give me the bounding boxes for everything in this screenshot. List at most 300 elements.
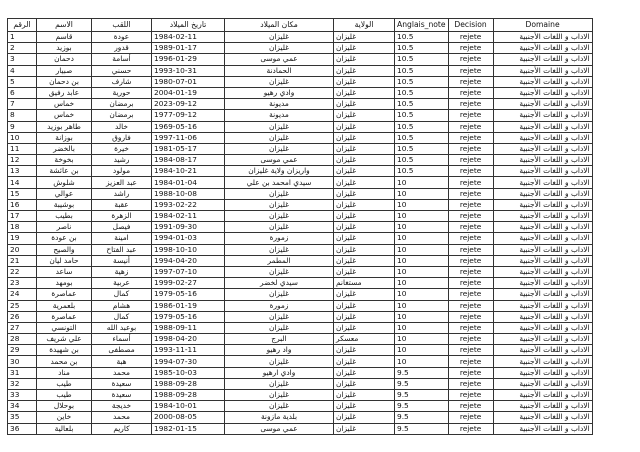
cell-anglais-note: 10.5 <box>395 65 449 76</box>
cell-first-name: كاريم <box>92 423 152 434</box>
cell-first-name: أسماء <box>92 334 152 345</box>
cell-decision: rejete <box>448 65 493 76</box>
cell-name: ناصر <box>37 222 92 233</box>
cell-birth-date: 1997-07-10 <box>152 266 225 277</box>
table-row <box>8 289 593 300</box>
cell-birth-date: 2004-01-19 <box>152 87 225 98</box>
cell-birth-date: 1996-01-29 <box>152 54 225 65</box>
cell-birth-date: 1988-10-08 <box>152 188 225 199</box>
table-row <box>8 143 593 154</box>
cell-name: عوالي <box>37 188 92 199</box>
cell-anglais-note: 10.5 <box>395 43 449 54</box>
cell-num: 21 <box>8 255 37 266</box>
cell-first-name: قدور <box>92 43 152 54</box>
cell-name: بطيب <box>37 211 92 222</box>
cell-num: 19 <box>8 233 37 244</box>
cell-birth-place: زمورة <box>225 233 334 244</box>
cell-anglais-note: 10 <box>395 177 449 188</box>
cell-first-name: خديجة <box>92 401 152 412</box>
cell-num: 23 <box>8 278 37 289</box>
header-anglais-note: Anglais_note <box>395 19 449 32</box>
cell-first-name: خيرة <box>92 143 152 154</box>
cell-num: 3 <box>8 54 37 65</box>
cell-anglais-note: 10.5 <box>395 32 449 43</box>
cell-domaine: الاداب و اللغات الأجنبية <box>493 255 592 266</box>
cell-anglais-note: 10.5 <box>395 166 449 177</box>
table-row <box>8 311 593 322</box>
header-birth-date: تاريخ الميلاد <box>152 19 225 32</box>
header-row <box>8 19 593 32</box>
cell-domaine: الاداب و اللغات الأجنبية <box>493 110 592 121</box>
cell-decision: rejete <box>448 143 493 154</box>
cell-name: عابد رفيق <box>37 87 92 98</box>
cell-birth-place: غليزان <box>225 211 334 222</box>
cell-birth-place: سيدي لخضر <box>225 278 334 289</box>
cell-wilaya: غليزان <box>334 266 395 277</box>
cell-birth-place: غليزان <box>225 76 334 87</box>
cell-anglais-note: 10 <box>395 311 449 322</box>
cell-name: علي شريف <box>37 334 92 345</box>
cell-name: شلوش <box>37 177 92 188</box>
cell-anglais-note: 10 <box>395 334 449 345</box>
cell-num: 15 <box>8 188 37 199</box>
cell-name: بن محمد <box>37 356 92 367</box>
cell-birth-date: 1994-07-30 <box>152 356 225 367</box>
cell-domaine: الاداب و اللغات الأجنبية <box>493 76 592 87</box>
cell-decision: rejete <box>448 32 493 43</box>
cell-num: 8 <box>8 110 37 121</box>
cell-name: بلعمرية <box>37 300 92 311</box>
cell-anglais-note: 10 <box>395 322 449 333</box>
cell-birth-place: غليزان <box>225 188 334 199</box>
table-row <box>8 199 593 210</box>
cell-decision: rejete <box>448 121 493 132</box>
cell-birth-date: 1980-07-01 <box>152 76 225 87</box>
cell-first-name: كمال <box>92 289 152 300</box>
cell-birth-date: 1984-02-11 <box>152 32 225 43</box>
cell-wilaya: غليزان <box>334 289 395 300</box>
cell-anglais-note: 9.5 <box>395 390 449 401</box>
cell-domaine: الاداب و اللغات الأجنبية <box>493 166 592 177</box>
cell-domaine: الاداب و اللغات الأجنبية <box>493 334 592 345</box>
cell-decision: rejete <box>448 155 493 166</box>
cell-name: صبيار <box>37 65 92 76</box>
cell-num: 1 <box>8 32 37 43</box>
cell-decision: rejete <box>448 199 493 210</box>
cell-decision: rejete <box>448 166 493 177</box>
cell-num: 6 <box>8 87 37 98</box>
cell-birth-place: غليزان <box>225 266 334 277</box>
cell-birth-place: غليزان <box>225 356 334 367</box>
cell-num: 25 <box>8 300 37 311</box>
cell-decision: rejete <box>448 177 493 188</box>
cell-num: 28 <box>8 334 37 345</box>
cell-num: 34 <box>8 401 37 412</box>
cell-birth-date: 1989-01-17 <box>152 43 225 54</box>
cell-first-name: فيصل <box>92 222 152 233</box>
cell-domaine: الاداب و اللغات الأجنبية <box>493 278 592 289</box>
cell-wilaya: غليزان <box>334 32 395 43</box>
cell-name: بالخضر <box>37 143 92 154</box>
cell-decision: rejete <box>448 54 493 65</box>
cell-wilaya: غليزان <box>334 76 395 87</box>
cell-domaine: الاداب و اللغات الأجنبية <box>493 222 592 233</box>
cell-name: ساعد <box>37 266 92 277</box>
cell-anglais-note: 10.5 <box>395 99 449 110</box>
cell-birth-place: البرج <box>225 334 334 345</box>
cell-name: طاهر بوزيد <box>37 121 92 132</box>
cell-birth-place: غليزان <box>225 43 334 54</box>
cell-anglais-note: 10 <box>395 345 449 356</box>
cell-name: بوحلال <box>37 401 92 412</box>
cell-anglais-note: 10.5 <box>395 76 449 87</box>
cell-name: بن شهيدة <box>37 345 92 356</box>
cell-first-name: سعيدة <box>92 390 152 401</box>
cell-domaine: الاداب و اللغات الأجنبية <box>493 99 592 110</box>
cell-num: 30 <box>8 356 37 367</box>
cell-domaine: الاداب و اللغات الأجنبية <box>493 378 592 389</box>
cell-domaine: الاداب و اللغات الأجنبية <box>493 311 592 322</box>
cell-domaine: الاداب و اللغات الأجنبية <box>493 233 592 244</box>
cell-wilaya: غليزان <box>334 65 395 76</box>
table-row <box>8 401 593 412</box>
cell-birth-date: 1993-11-11 <box>152 345 225 356</box>
cell-domaine: الاداب و اللغات الأجنبية <box>493 390 592 401</box>
cell-first-name: هبة <box>92 356 152 367</box>
cell-domaine: الاداب و اللغات الأجنبية <box>493 322 592 333</box>
cell-first-name: عربية <box>92 278 152 289</box>
cell-name: بن عودة <box>37 233 92 244</box>
cell-anglais-note: 10 <box>395 244 449 255</box>
cell-name: بوشيبة <box>37 199 92 210</box>
cell-num: 11 <box>8 143 37 154</box>
cell-first-name: أنيسة <box>92 255 152 266</box>
table-row <box>8 43 593 54</box>
cell-first-name: مصطفى <box>92 345 152 356</box>
cell-anglais-note: 10 <box>395 278 449 289</box>
cell-birth-date: 1981-05-17 <box>152 143 225 154</box>
cell-num: 20 <box>8 244 37 255</box>
cell-name: طيب <box>37 378 92 389</box>
cell-first-name: شارف <box>92 76 152 87</box>
cell-wilaya: غليزان <box>334 54 395 65</box>
cell-num: 22 <box>8 266 37 277</box>
cell-name: بوزانة <box>37 132 92 143</box>
cell-birth-date: 1993-10-31 <box>152 65 225 76</box>
cell-birth-place: زمورة <box>225 300 334 311</box>
cell-birth-place: المطمر <box>225 255 334 266</box>
cell-wilaya: غليزان <box>334 311 395 322</box>
cell-anglais-note: 10.5 <box>395 132 449 143</box>
table-row <box>8 54 593 65</box>
cell-domaine: الاداب و اللغات الأجنبية <box>493 423 592 434</box>
table-row <box>8 278 593 289</box>
cell-anglais-note: 10.5 <box>395 143 449 154</box>
cell-anglais-note: 9.5 <box>395 423 449 434</box>
cell-domaine: الاداب و اللغات الأجنبية <box>493 211 592 222</box>
cell-first-name: فاروق <box>92 132 152 143</box>
cell-wilaya: غليزان <box>334 211 395 222</box>
cell-name: بن دحمان <box>37 76 92 87</box>
cell-first-name: محمد <box>92 367 152 378</box>
cell-name: بوزيد <box>37 43 92 54</box>
header-domaine: Domaine <box>493 19 592 32</box>
cell-first-name: محمد <box>92 412 152 423</box>
cell-num: 27 <box>8 322 37 333</box>
cell-decision: rejete <box>448 401 493 412</box>
cell-wilaya: غليزان <box>334 87 395 98</box>
header-decision: Decision <box>448 19 493 32</box>
cell-birth-date: 1988-09-11 <box>152 322 225 333</box>
cell-num: 10 <box>8 132 37 143</box>
cell-wilaya: غليزان <box>334 255 395 266</box>
cell-anglais-note: 10.5 <box>395 110 449 121</box>
cell-first-name: رشيد <box>92 155 152 166</box>
cell-birth-place: غليزان <box>225 222 334 233</box>
cell-num: 26 <box>8 311 37 322</box>
cell-name: بومهد <box>37 278 92 289</box>
cell-birth-date: 1982-01-15 <box>152 423 225 434</box>
table-row <box>8 367 593 378</box>
cell-birth-place: وادي رهيو <box>225 87 334 98</box>
cell-domaine: الاداب و اللغات الأجنبية <box>493 244 592 255</box>
cell-wilaya: مستغانم <box>334 278 395 289</box>
cell-domaine: الاداب و اللغات الأجنبية <box>493 199 592 210</box>
table-row <box>8 423 593 434</box>
results-table <box>7 18 593 435</box>
cell-wilaya: غليزان <box>334 110 395 121</box>
cell-decision: rejete <box>448 278 493 289</box>
cell-birth-place: عمي موسى <box>225 155 334 166</box>
cell-birth-place: بلدية مازونة <box>225 412 334 423</box>
cell-wilaya: غليزان <box>334 423 395 434</box>
cell-birth-date: 1991-09-30 <box>152 222 225 233</box>
cell-birth-date: 1984-01-04 <box>152 177 225 188</box>
cell-first-name: راشد <box>92 188 152 199</box>
cell-domaine: الاداب و اللغات الأجنبية <box>493 412 592 423</box>
cell-birth-place: سيدي امحمد بن علي <box>225 177 334 188</box>
cell-decision: rejete <box>448 266 493 277</box>
table-row <box>8 177 593 188</box>
cell-birth-date: 1979-05-16 <box>152 289 225 300</box>
header-birth-place: مكان الميلاد <box>225 19 334 32</box>
table-row <box>8 255 593 266</box>
cell-first-name: حسني <box>92 65 152 76</box>
header-wilaya: الولاية <box>334 19 395 32</box>
cell-birth-place: واد رهيو <box>225 345 334 356</box>
cell-domaine: الاداب و اللغات الأجنبية <box>493 43 592 54</box>
cell-birth-place: غليزان <box>225 121 334 132</box>
cell-birth-date: 1986-01-19 <box>152 300 225 311</box>
cell-decision: rejete <box>448 76 493 87</box>
cell-birth-date: 1988-09-28 <box>152 390 225 401</box>
cell-domaine: الاداب و اللغات الأجنبية <box>493 289 592 300</box>
cell-num: 35 <box>8 412 37 423</box>
cell-birth-date: 1994-01-03 <box>152 233 225 244</box>
cell-anglais-note: 10.5 <box>395 155 449 166</box>
table-row <box>8 222 593 233</box>
table-row <box>8 188 593 199</box>
cell-wilaya: معسكر <box>334 334 395 345</box>
cell-num: 5 <box>8 76 37 87</box>
cell-domaine: الاداب و اللغات الأجنبية <box>493 367 592 378</box>
cell-num: 12 <box>8 155 37 166</box>
table-row <box>8 155 593 166</box>
cell-name: بخوخة <box>37 155 92 166</box>
table-row <box>8 110 593 121</box>
cell-num: 29 <box>8 345 37 356</box>
cell-birth-place: غليزان <box>225 311 334 322</box>
cell-birth-place: غليزان <box>225 244 334 255</box>
cell-decision: rejete <box>448 87 493 98</box>
cell-domaine: الاداب و اللغات الأجنبية <box>493 121 592 132</box>
cell-num: 13 <box>8 166 37 177</box>
cell-first-name: سعيدة <box>92 378 152 389</box>
cell-first-name: حورية <box>92 87 152 98</box>
cell-birth-place: الحمادنة <box>225 65 334 76</box>
cell-first-name: امينة <box>92 233 152 244</box>
table-row <box>8 356 593 367</box>
table-row <box>8 378 593 389</box>
cell-decision: rejete <box>448 222 493 233</box>
cell-wilaya: غليزان <box>334 99 395 110</box>
cell-anglais-note: 10.5 <box>395 87 449 98</box>
cell-decision: rejete <box>448 188 493 199</box>
table-row <box>8 211 593 222</box>
cell-anglais-note: 10.5 <box>395 121 449 132</box>
cell-domaine: الاداب و اللغات الأجنبية <box>493 188 592 199</box>
cell-domaine: الاداب و اللغات الأجنبية <box>493 65 592 76</box>
cell-anglais-note: 10 <box>395 222 449 233</box>
cell-num: 33 <box>8 390 37 401</box>
table-row <box>8 322 593 333</box>
cell-anglais-note: 10 <box>395 233 449 244</box>
cell-wilaya: غليزان <box>334 188 395 199</box>
cell-birth-date: 2000-08-05 <box>152 412 225 423</box>
cell-birth-date: 1999-02-27 <box>152 278 225 289</box>
cell-decision: rejete <box>448 390 493 401</box>
cell-domaine: الاداب و اللغات الأجنبية <box>493 54 592 65</box>
cell-name: خماس <box>37 110 92 121</box>
cell-decision: rejete <box>448 43 493 54</box>
cell-first-name: زهية <box>92 266 152 277</box>
table-row <box>8 65 593 76</box>
cell-first-name: بوعبد الله <box>92 322 152 333</box>
cell-birth-date: 1993-02-22 <box>152 199 225 210</box>
cell-decision: rejete <box>448 322 493 333</box>
cell-decision: rejete <box>448 289 493 300</box>
cell-first-name: عبد الفتاح <box>92 244 152 255</box>
table-row <box>8 390 593 401</box>
cell-birth-date: 1984-10-21 <box>152 166 225 177</box>
table-row <box>8 233 593 244</box>
cell-name: خماس <box>37 99 92 110</box>
cell-anglais-note: 10 <box>395 289 449 300</box>
cell-wilaya: غليزان <box>334 143 395 154</box>
cell-birth-date: 1985-10-03 <box>152 367 225 378</box>
cell-birth-date: 1998-04-20 <box>152 334 225 345</box>
cell-birth-date: 2023-09-12 <box>152 99 225 110</box>
cell-wilaya: غليزان <box>334 233 395 244</box>
cell-first-name: أسامة <box>92 54 152 65</box>
cell-wilaya: غليزان <box>334 322 395 333</box>
table-row <box>8 121 593 132</box>
cell-anglais-note: 10 <box>395 356 449 367</box>
cell-first-name: هشام <box>92 300 152 311</box>
cell-decision: rejete <box>448 233 493 244</box>
cell-decision: rejete <box>448 345 493 356</box>
cell-birth-date: 1979-05-16 <box>152 311 225 322</box>
cell-wilaya: غليزان <box>334 300 395 311</box>
cell-birth-place: غليزان <box>225 132 334 143</box>
table-row <box>8 412 593 423</box>
cell-num: 16 <box>8 199 37 210</box>
cell-birth-date: 1977-09-12 <box>152 110 225 121</box>
table-row <box>8 99 593 110</box>
cell-birth-date: 1969-05-16 <box>152 121 225 132</box>
cell-domaine: الاداب و اللغات الأجنبية <box>493 401 592 412</box>
cell-birth-place: مديونة <box>225 99 334 110</box>
cell-birth-date: 1997-11-06 <box>152 132 225 143</box>
cell-name: عماصرة <box>37 311 92 322</box>
table-row <box>8 132 593 143</box>
cell-decision: rejete <box>448 132 493 143</box>
cell-first-name: عقبة <box>92 199 152 210</box>
table-row <box>8 76 593 87</box>
table-row <box>8 244 593 255</box>
cell-domaine: الاداب و اللغات الأجنبية <box>493 143 592 154</box>
cell-domaine: الاداب و اللغات الأجنبية <box>493 32 592 43</box>
table-row <box>8 166 593 177</box>
cell-num: 24 <box>8 289 37 300</box>
cell-num: 36 <box>8 423 37 434</box>
cell-name: خاين <box>37 412 92 423</box>
cell-domaine: الاداب و اللغات الأجنبية <box>493 87 592 98</box>
cell-anglais-note: 9.5 <box>395 367 449 378</box>
cell-birth-date: 1984-08-17 <box>152 155 225 166</box>
cell-birth-place: غليزان <box>225 199 334 210</box>
cell-decision: rejete <box>448 356 493 367</box>
cell-anglais-note: 10 <box>395 211 449 222</box>
cell-num: 14 <box>8 177 37 188</box>
cell-num: 32 <box>8 378 37 389</box>
cell-domaine: الاداب و اللغات الأجنبية <box>493 266 592 277</box>
table-row <box>8 345 593 356</box>
cell-decision: rejete <box>448 110 493 121</box>
cell-birth-date: 1998-10-10 <box>152 244 225 255</box>
cell-birth-place: غليزان <box>225 390 334 401</box>
cell-name: بن عائشة <box>37 166 92 177</box>
cell-domaine: الاداب و اللغات الأجنبية <box>493 356 592 367</box>
cell-birth-place: عمي موسى <box>225 423 334 434</box>
table-row <box>8 300 593 311</box>
cell-name: بلعالية <box>37 423 92 434</box>
cell-anglais-note: 10.5 <box>395 54 449 65</box>
table-row <box>8 334 593 345</box>
cell-first-name: عبد العزيز <box>92 177 152 188</box>
cell-wilaya: غليزان <box>334 367 395 378</box>
cell-domaine: الاداب و اللغات الأجنبية <box>493 177 592 188</box>
cell-birth-place: غليزان <box>225 378 334 389</box>
cell-first-name: برمضان <box>92 110 152 121</box>
cell-wilaya: غليزان <box>334 244 395 255</box>
cell-wilaya: غليزان <box>334 390 395 401</box>
cell-anglais-note: 10 <box>395 300 449 311</box>
cell-num: 2 <box>8 43 37 54</box>
cell-decision: rejete <box>448 423 493 434</box>
cell-wilaya: غليزان <box>334 412 395 423</box>
cell-domaine: الاداب و اللغات الأجنبية <box>493 300 592 311</box>
